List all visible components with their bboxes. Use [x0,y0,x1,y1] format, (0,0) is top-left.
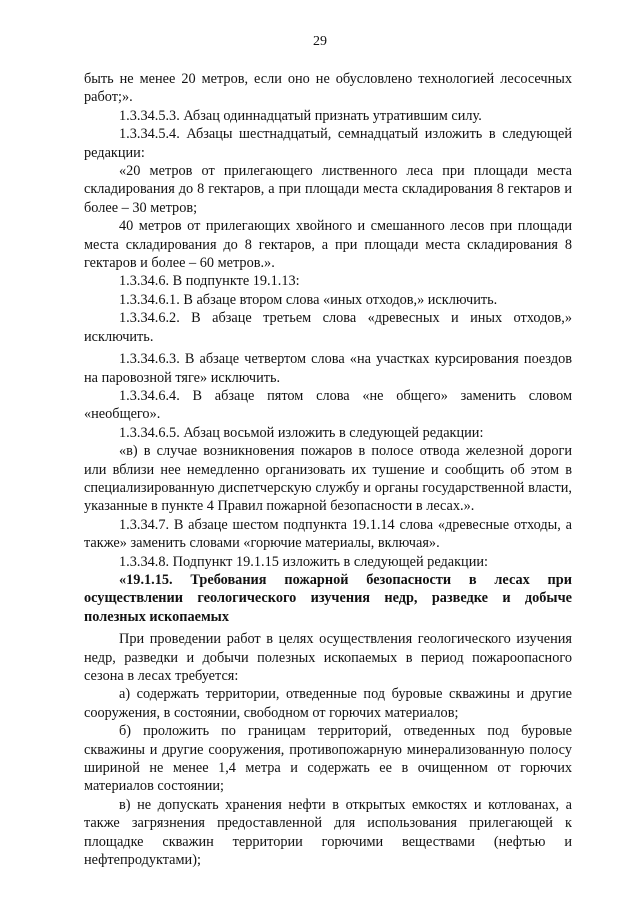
paragraph-item-v-railway: «в) в случае возникновения пожаров в полосе отвода железной дороги или вблизи нее немедленно организовать их тушение и сообщить об этом в специализированную диспетчерскую службу и органы государственной власти, указанные в пункте 4 Правил пожарной безопасности в лесах.». [84,443,572,515]
list-item-a: а) содержать территории, отведенные под буровые скважины и другие сооружения, в состоянии, свободном от горючих материалов; [84,686,572,721]
paragraph-1-3-34-6-1: 1.3.34.6.1. В абзаце втором слова «иных отходов,» исключить. [119,291,498,308]
paragraph-1-3-34-6-3: 1.3.34.6.3. В абзаце четвертом слова «на участках курсирования поездов на паровозной тяге» исключить. [84,351,572,386]
paragraph-40-meters: 40 метров от прилегающих хвойного и смешанного лесов при площади места складирования до 8 гектаров, а при площади места складирования 8 гектаров и более – 60 метров.». [84,218,572,272]
paragraph-1-3-34-5-3: 1.3.34.5.3. Абзац одиннадцатый признать утратившим силу. [119,107,482,124]
section-heading-19-1-15: «19.1.15. Требования пожарной безопасности в лесах при осуществлении геологического изучения недр, разведке и добыче полезных ископаемых [84,571,572,625]
list-item-v: в) не допускать хранения нефти в открытых емкостях и котлованах, а также загрязнения предоставленной для использования прилегающей к площадке скважин территории горючими веществами (нефтью и нефтепродуктами); [84,796,572,869]
paragraph-20-meters: «20 метров от прилегающего лиственного леса при площади места складирования до 8 гектаров, а при площади места складирования 8 гектаров и более – 30 метров; [84,163,572,216]
list-item-b: б) проложить по границам территорий, отведенных под буровые скважины и другие сооружения, противопожарную минерализованную полосу шириной не менее 1,4 метра и содержать ее в очищенном от горючих материалов состоянии; [84,723,572,795]
paragraph-1-3-34-6: 1.3.34.6. В подпункте 19.1.13: [119,273,300,290]
paragraph-1-3-34-8: 1.3.34.8. Подпункт 19.1.15 изложить в следующей редакции: [119,553,488,570]
paragraph-requirements-intro: При проведении работ в целях осуществления геологического изучения недр, разведки и добычи полезных ископаемых в период пожароопасного сезона в лесах требуется: [84,631,572,684]
document-body [84,70,572,869]
paragraph-1-3-34-5-4: 1.3.34.5.4. Абзацы шестнадцатый, семнадцатый изложить в следующей редакции: [84,126,572,161]
paragraph-1-3-34-6-5: 1.3.34.6.5. Абзац восьмой изложить в следующей редакции: [119,424,484,441]
paragraph-1-3-34-6-4: 1.3.34.6.4. В абзаце пятом слова «не общего» заменить словом «необщего». [84,387,572,423]
page-number: 29 [313,34,327,49]
paragraph-1-3-34-7: 1.3.34.7. В абзаце шестом подпункта 19.1.14 слова «древесные отходы, а также» заменить словами «горючие материалы, включая». [84,516,572,552]
paragraph-1-3-34-6-2: 1.3.34.6.2. В абзаце третьем слова «древесных и иных отходов,» исключить. [84,310,572,345]
paragraph-continuation: быть не менее 20 метров, если оно не обусловлено технологией лесосечных работ;». [84,71,572,106]
